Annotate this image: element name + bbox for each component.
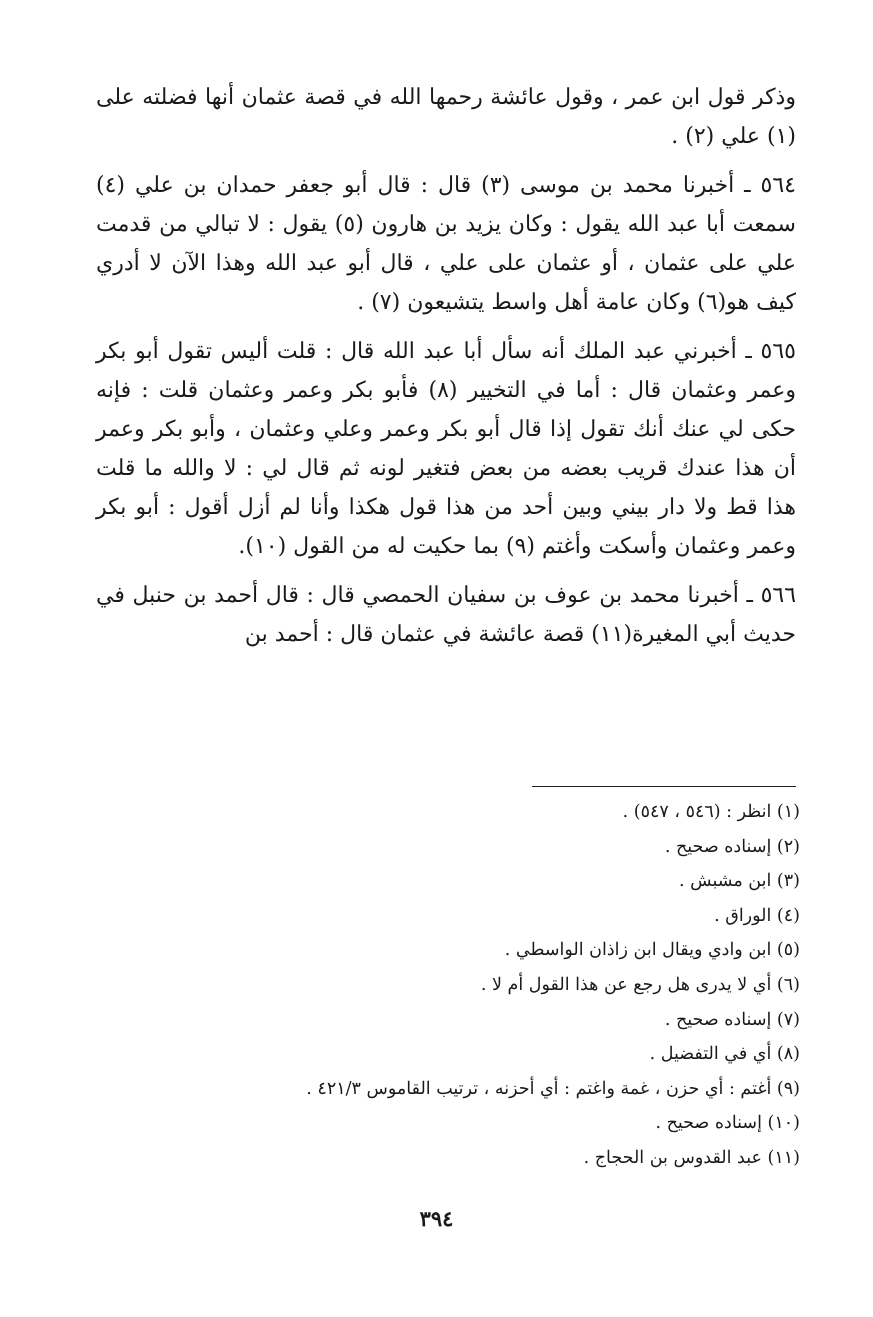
footnote: (٨) أي في التفضيل . bbox=[649, 1044, 800, 1065]
text-line: وأبو بكر وعمر أن هذا عندك قريب بعضه من بعض فتغير لونه ثم قال bbox=[96, 417, 796, 481]
text-line: ٥٦٦ ـ أخبرنا محمد بن عوف بن سفيان الحمصي قال : قال أحمد بن حنبل bbox=[132, 583, 797, 608]
text-line: فضلته على (١) علي (٢) . bbox=[96, 85, 796, 149]
page-number: ٣٩٤ bbox=[419, 1206, 454, 1231]
footnote: (٣) ابن مشبش . bbox=[679, 871, 800, 892]
footnote: (١١) عبد القدوس بن الحجاج . bbox=[583, 1147, 800, 1168]
text-line: ٥٦٥ ـ أخبرني عبد الملك أنه سأل أبا عبد الله قال : قلت أليس تقول أبو بكر bbox=[96, 339, 796, 364]
text-line: وذكر قول ابن عمر ، وقول عائشة رحمها الله في قصة عثمان أنها bbox=[205, 85, 796, 110]
footnotes bbox=[150, 795, 800, 1176]
footnote: (٧) إسناده صحيح . bbox=[664, 1009, 800, 1030]
text-line: هكذا وأنا لم أزل أقول : أبو بكر وعمر وعثمان وأسكت وأغتم (٩) بما bbox=[96, 495, 796, 559]
paragraph-564 bbox=[96, 166, 796, 322]
footnote: (٩) أغتم : أي حزن ، غمة واغتم : أي أحزنه ، ترتيب القاموس ٤٢١/٣ . bbox=[306, 1078, 800, 1099]
footnote: (٤) الوراق . bbox=[714, 905, 800, 926]
footnote: (١٠) إسناده صحيح . bbox=[655, 1113, 800, 1134]
paragraph-566 bbox=[96, 576, 796, 654]
text-line: لي : لا والله ما قلت هذا قط ولا دار بيني وبين أحد من هذا قول bbox=[96, 456, 796, 520]
text-line: حكيت له من القول (١٠). bbox=[238, 534, 467, 559]
text-line: وعمر وعثمان قال : أما في التخيير (٨) فأبو بكر وعمر وعثمان قلت : bbox=[141, 378, 796, 403]
text-line: في حديث أبي المغيرة(١١) قصة عائشة في عثمان قال : أحمد بن bbox=[96, 583, 796, 647]
footnote: (٥) ابن وادي ويقال ابن زاذان الواسطي . bbox=[504, 940, 800, 961]
text-line: يتشيعون (٧) . bbox=[357, 290, 485, 315]
text-line: من قدمت علي على عثمان ، أو عثمان على علي ، قال أبو عبد الله bbox=[96, 212, 797, 276]
footnote: (٦) أي لا يدرى هل رجع عن هذا القول أم لا . bbox=[480, 974, 800, 995]
footnote: (٢) إسناده صحيح . bbox=[664, 836, 800, 857]
footnote: (١) انظر : (٥٤٦ ، ٥٤٧) . bbox=[622, 802, 800, 822]
text-line: سمعت أبا عبد الله يقول : وكان يزيد بن هارون (٥) يقول : لا تبالي bbox=[195, 212, 796, 237]
main-text bbox=[96, 78, 796, 654]
text-line: وهذا الآن لا أدري كيف هو(٦) وكان عامة أهل واسط bbox=[96, 251, 796, 315]
text-line: ٥٦٤ ـ أخبرنا محمد بن موسى (٣) قال : قال أبو جعفر حمدان بن علي (٤) bbox=[96, 173, 796, 198]
text-line: فإنه حكى لي عنك أنك تقول إذا قال أبو بكر وعمر وعلي وعثمان ، bbox=[96, 378, 796, 442]
footnote-divider bbox=[532, 786, 796, 787]
paragraph-intro bbox=[96, 78, 796, 156]
paragraph-565 bbox=[96, 332, 796, 566]
